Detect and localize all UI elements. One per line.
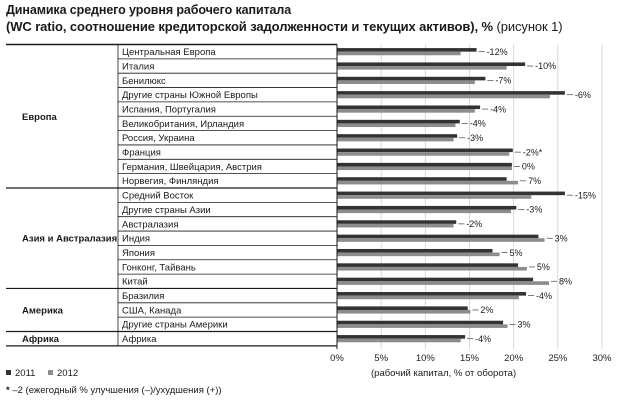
change-label: -12%: [486, 46, 508, 57]
bar-2012: [337, 123, 455, 127]
bar-2011: [337, 220, 456, 224]
chart-title: Динамика среднего уровня рабочего капитала: [6, 3, 292, 17]
bar-2011: [337, 263, 518, 267]
bar-2012: [337, 324, 507, 328]
bar-2012: [337, 224, 454, 228]
x-tick-label: 20%: [504, 353, 524, 364]
bar-2012: [337, 238, 545, 242]
row-label: Италия: [122, 61, 155, 73]
change-label: 7%: [528, 176, 542, 187]
legend-label-2011: 2011: [15, 368, 36, 379]
legend-swatch-2012: [48, 370, 53, 375]
x-tick-label: 0%: [330, 353, 344, 364]
footnote-mark: *: [6, 385, 10, 396]
change-label: -6%: [574, 89, 591, 100]
chart-subtitle-main: (WC ratio, соотношение кредиторской задолженности и текущих активов), %: [6, 19, 493, 34]
row-label: Испания, Португалия: [122, 104, 216, 116]
legend-2012: [48, 368, 78, 379]
bar-2011: [337, 91, 565, 95]
group-label: Америка: [22, 305, 63, 317]
bar-2011: [337, 149, 513, 153]
row-label: Африка: [122, 334, 157, 346]
row-label: Германия, Швейцария, Австрия: [122, 161, 262, 173]
bar-2011: [337, 335, 465, 339]
bar-2011: [337, 48, 477, 52]
x-tick-label: 10%: [415, 353, 435, 364]
bar-2012: [337, 181, 518, 185]
change-label: -7%: [495, 75, 512, 86]
bar-2012: [337, 296, 519, 300]
row-label: Другие страны Южной Европы: [122, 90, 258, 102]
footnote: [6, 385, 222, 396]
bar-2012: [337, 52, 461, 56]
row-label: Бразилия: [122, 291, 165, 303]
change-label: 5%: [509, 247, 523, 258]
row-label: Средний Восток: [122, 190, 194, 202]
x-tick-label: 25%: [548, 353, 568, 364]
bar-2011: [337, 77, 485, 81]
change-label: -4%: [536, 290, 553, 301]
row-label: Норвегия, Финляндия: [122, 176, 219, 188]
row-label: Индия: [122, 233, 151, 245]
bar-2011: [337, 192, 565, 196]
bar-2011: [337, 249, 492, 253]
x-tick-label: 15%: [459, 353, 480, 364]
legend-2011: [6, 368, 35, 379]
row-label: Великобритания, Ирландия: [122, 118, 245, 130]
row-label: Россия, Украина: [122, 133, 195, 145]
bar-2011: [337, 292, 526, 296]
bar-2011: [337, 62, 525, 66]
bar-2012: [337, 281, 549, 285]
bar-2012: [337, 166, 512, 170]
bar-2012: [337, 80, 475, 84]
change-label: -4%: [469, 118, 486, 129]
bar-2012: [337, 267, 527, 271]
change-label: -2%*: [522, 147, 543, 158]
change-label: -4%: [475, 333, 492, 344]
change-label: 3%: [554, 233, 568, 244]
bar-2011: [337, 105, 480, 109]
group-label: Европа: [22, 111, 57, 123]
bar-2012: [337, 138, 454, 142]
row-label: Центральная Европа: [122, 47, 216, 59]
group-label: Азия и Австралазия: [22, 233, 118, 245]
row-label: Гонконг, Тайвань: [122, 262, 196, 274]
change-label: 3%: [517, 319, 531, 330]
change-label: -4%: [490, 104, 507, 115]
change-label: -10%: [535, 61, 557, 72]
change-label: -15%: [574, 190, 596, 201]
bar-2011: [337, 306, 468, 310]
bar-2012: [337, 195, 531, 199]
row-label: Франция: [122, 147, 161, 159]
bar-2011: [337, 120, 460, 124]
row-label: Другие страны Америки: [122, 319, 228, 331]
bar-2012: [337, 66, 507, 70]
bar-2011: [337, 278, 533, 282]
row-label: Бенилюкс: [122, 75, 166, 87]
change-label: -3%: [467, 132, 484, 143]
row-label: Китай: [122, 276, 148, 288]
bar-2012: [337, 210, 511, 214]
legend-label-2012: 2012: [57, 368, 79, 379]
bar-2011: [337, 206, 516, 210]
x-tick-label: 30%: [592, 353, 612, 364]
x-axis-label: (рабочий капитал, % от оборота): [371, 368, 517, 379]
row-label: Австралазия: [122, 219, 179, 231]
row-label: США, Канада: [122, 305, 182, 317]
bar-2012: [337, 152, 509, 156]
change-label: 0%: [521, 161, 535, 172]
change-label: 8%: [559, 276, 573, 287]
bar-2012: [337, 95, 550, 99]
x-tick-label: 5%: [374, 353, 389, 364]
bar-2012: [337, 109, 475, 113]
bar-2011: [337, 321, 503, 325]
bar-2012: [337, 339, 461, 343]
footnote-text: –2 (ежегодный % улучшения (–)/ухудшения (+)): [9, 385, 222, 396]
bar-2012: [337, 253, 500, 257]
bar-2011: [337, 134, 457, 138]
group-label: Африка: [22, 334, 59, 346]
row-label: Япония: [122, 247, 155, 259]
legend-swatch-2011: [6, 370, 11, 375]
bar-2011: [337, 163, 512, 167]
bar-2011: [337, 235, 538, 239]
figure-reference: (рисунок 1): [496, 19, 563, 34]
change-label: 5%: [536, 262, 550, 273]
bar-2012: [337, 310, 470, 314]
change-label: 2%: [480, 305, 494, 316]
change-label: -2%: [466, 219, 483, 230]
row-label: Другие страны Азии: [122, 204, 211, 216]
change-label: -3%: [526, 204, 543, 215]
bar-2011: [337, 177, 507, 181]
